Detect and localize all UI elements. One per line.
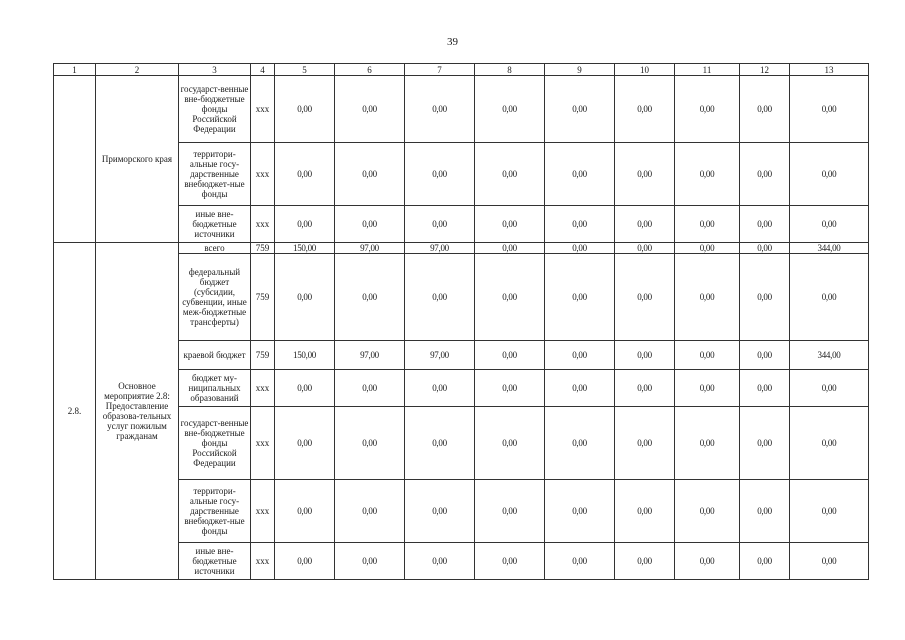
amount-cell: 0,00 <box>335 480 405 543</box>
amount-cell: 0,00 <box>405 543 475 580</box>
page-number: 39 <box>447 36 458 48</box>
amount-cell: 0,00 <box>545 370 615 407</box>
amount-cell: 0,00 <box>740 206 790 243</box>
column-number: 12 <box>740 64 790 76</box>
budget-code: 759 <box>251 341 275 370</box>
amount-cell: 0,00 <box>615 206 675 243</box>
amount-cell: 0,00 <box>740 370 790 407</box>
amount-cell: 0,00 <box>545 76 615 143</box>
amount-cell: 0,00 <box>790 543 869 580</box>
amount-cell: 0,00 <box>675 206 740 243</box>
amount-cell: 150,00 <box>275 243 335 254</box>
budget-code: xxx <box>251 543 275 580</box>
amount-cell: 0,00 <box>675 407 740 480</box>
column-number: 10 <box>615 64 675 76</box>
amount-cell: 0,00 <box>740 254 790 341</box>
amount-cell: 0,00 <box>740 543 790 580</box>
amount-cell: 0,00 <box>675 76 740 143</box>
amount-cell: 0,00 <box>545 243 615 254</box>
funding-source: всего <box>179 243 251 254</box>
amount-cell: 0,00 <box>545 407 615 480</box>
column-number: 5 <box>275 64 335 76</box>
amount-cell: 0,00 <box>475 341 545 370</box>
amount-cell: 344,00 <box>790 341 869 370</box>
funding-source: краевой бюджет <box>179 341 251 370</box>
amount-cell: 0,00 <box>475 543 545 580</box>
amount-cell: 0,00 <box>335 407 405 480</box>
amount-cell: 0,00 <box>545 480 615 543</box>
column-number: 13 <box>790 64 869 76</box>
amount-cell: 0,00 <box>790 407 869 480</box>
activity-name: Приморского края <box>96 76 179 243</box>
amount-cell: 0,00 <box>475 407 545 480</box>
amount-cell: 0,00 <box>740 76 790 143</box>
amount-cell: 0,00 <box>790 206 869 243</box>
funding-source: иные вне-бюджетные источники <box>179 543 251 580</box>
amount-cell: 0,00 <box>275 370 335 407</box>
amount-cell: 0,00 <box>675 243 740 254</box>
amount-cell: 0,00 <box>475 143 545 206</box>
amount-cell: 0,00 <box>335 370 405 407</box>
amount-cell: 0,00 <box>790 480 869 543</box>
funding-source: иные вне-бюджетные источники <box>179 206 251 243</box>
amount-cell: 0,00 <box>740 480 790 543</box>
amount-cell: 0,00 <box>335 76 405 143</box>
amount-cell: 0,00 <box>675 543 740 580</box>
activity-name: Основное мероприятие 2.8: Предоставление образова-тельных услуг пожилым гражданам <box>96 243 179 580</box>
amount-cell: 0,00 <box>275 254 335 341</box>
amount-cell: 0,00 <box>790 370 869 407</box>
amount-cell: 0,00 <box>615 76 675 143</box>
funding-source: государст-венные вне-бюджетные фонды Российской Федерации <box>179 76 251 143</box>
amount-cell: 97,00 <box>335 341 405 370</box>
column-number: 7 <box>405 64 475 76</box>
funding-source: территори-альные госу-дарственные внебюджет-ные фонды <box>179 480 251 543</box>
column-number: 4 <box>251 64 275 76</box>
amount-cell: 0,00 <box>405 206 475 243</box>
amount-cell: 0,00 <box>740 243 790 254</box>
budget-code: xxx <box>251 370 275 407</box>
budget-code: xxx <box>251 480 275 543</box>
funding-source: государст-венные вне-бюджетные фонды Российской Федерации <box>179 407 251 480</box>
amount-cell: 0,00 <box>615 341 675 370</box>
budget-code: 759 <box>251 254 275 341</box>
amount-cell: 97,00 <box>335 243 405 254</box>
amount-cell: 0,00 <box>545 206 615 243</box>
amount-cell: 0,00 <box>405 480 475 543</box>
amount-cell: 0,00 <box>275 143 335 206</box>
amount-cell: 0,00 <box>335 143 405 206</box>
amount-cell: 0,00 <box>790 254 869 341</box>
budget-code: xxx <box>251 206 275 243</box>
amount-cell: 0,00 <box>405 143 475 206</box>
amount-cell: 97,00 <box>405 243 475 254</box>
amount-cell: 0,00 <box>545 254 615 341</box>
funding-source: территори-альные госу-дарственные внебюджет-ные фонды <box>179 143 251 206</box>
budget-table <box>53 63 869 580</box>
amount-cell: 0,00 <box>405 407 475 480</box>
amount-cell: 0,00 <box>545 543 615 580</box>
amount-cell: 0,00 <box>275 76 335 143</box>
column-number: 2 <box>96 64 179 76</box>
amount-cell: 0,00 <box>615 243 675 254</box>
amount-cell: 0,00 <box>545 341 615 370</box>
amount-cell: 0,00 <box>335 206 405 243</box>
table-body <box>54 64 869 580</box>
amount-cell: 0,00 <box>790 76 869 143</box>
table-row <box>54 76 869 143</box>
amount-cell: 0,00 <box>675 341 740 370</box>
amount-cell: 0,00 <box>475 243 545 254</box>
budget-code: xxx <box>251 143 275 206</box>
amount-cell: 0,00 <box>790 143 869 206</box>
amount-cell: 0,00 <box>405 76 475 143</box>
column-number: 9 <box>545 64 615 76</box>
table-row <box>54 243 869 254</box>
amount-cell: 0,00 <box>405 254 475 341</box>
amount-cell: 0,00 <box>740 143 790 206</box>
budget-code: xxx <box>251 76 275 143</box>
amount-cell: 0,00 <box>545 143 615 206</box>
amount-cell: 0,00 <box>405 370 475 407</box>
amount-cell: 0,00 <box>740 407 790 480</box>
amount-cell: 0,00 <box>275 543 335 580</box>
amount-cell: 0,00 <box>475 480 545 543</box>
amount-cell: 0,00 <box>275 407 335 480</box>
amount-cell: 0,00 <box>615 254 675 341</box>
amount-cell: 97,00 <box>405 341 475 370</box>
column-number-row <box>54 64 869 76</box>
amount-cell: 344,00 <box>790 243 869 254</box>
funding-source: бюджет му-ниципальных образований <box>179 370 251 407</box>
amount-cell: 0,00 <box>675 143 740 206</box>
amount-cell: 0,00 <box>275 206 335 243</box>
amount-cell: 0,00 <box>475 254 545 341</box>
amount-cell: 0,00 <box>275 480 335 543</box>
budget-code: xxx <box>251 407 275 480</box>
item-number <box>54 76 96 243</box>
amount-cell: 0,00 <box>615 143 675 206</box>
amount-cell: 0,00 <box>675 370 740 407</box>
amount-cell: 0,00 <box>615 480 675 543</box>
column-number: 1 <box>54 64 96 76</box>
amount-cell: 0,00 <box>335 543 405 580</box>
column-number: 3 <box>179 64 251 76</box>
amount-cell: 0,00 <box>475 206 545 243</box>
amount-cell: 0,00 <box>675 254 740 341</box>
amount-cell: 0,00 <box>335 254 405 341</box>
amount-cell: 0,00 <box>615 543 675 580</box>
amount-cell: 0,00 <box>675 480 740 543</box>
amount-cell: 0,00 <box>475 76 545 143</box>
item-number: 2.8. <box>54 243 96 580</box>
amount-cell: 0,00 <box>475 370 545 407</box>
amount-cell: 0,00 <box>615 407 675 480</box>
amount-cell: 150,00 <box>275 341 335 370</box>
amount-cell: 0,00 <box>740 341 790 370</box>
amount-cell: 0,00 <box>615 370 675 407</box>
funding-source: федеральный бюджет (субсидии, субвенции, иные меж-бюджетные трансферты) <box>179 254 251 341</box>
budget-code: 759 <box>251 243 275 254</box>
column-number: 8 <box>475 64 545 76</box>
column-number: 11 <box>675 64 740 76</box>
column-number: 6 <box>335 64 405 76</box>
